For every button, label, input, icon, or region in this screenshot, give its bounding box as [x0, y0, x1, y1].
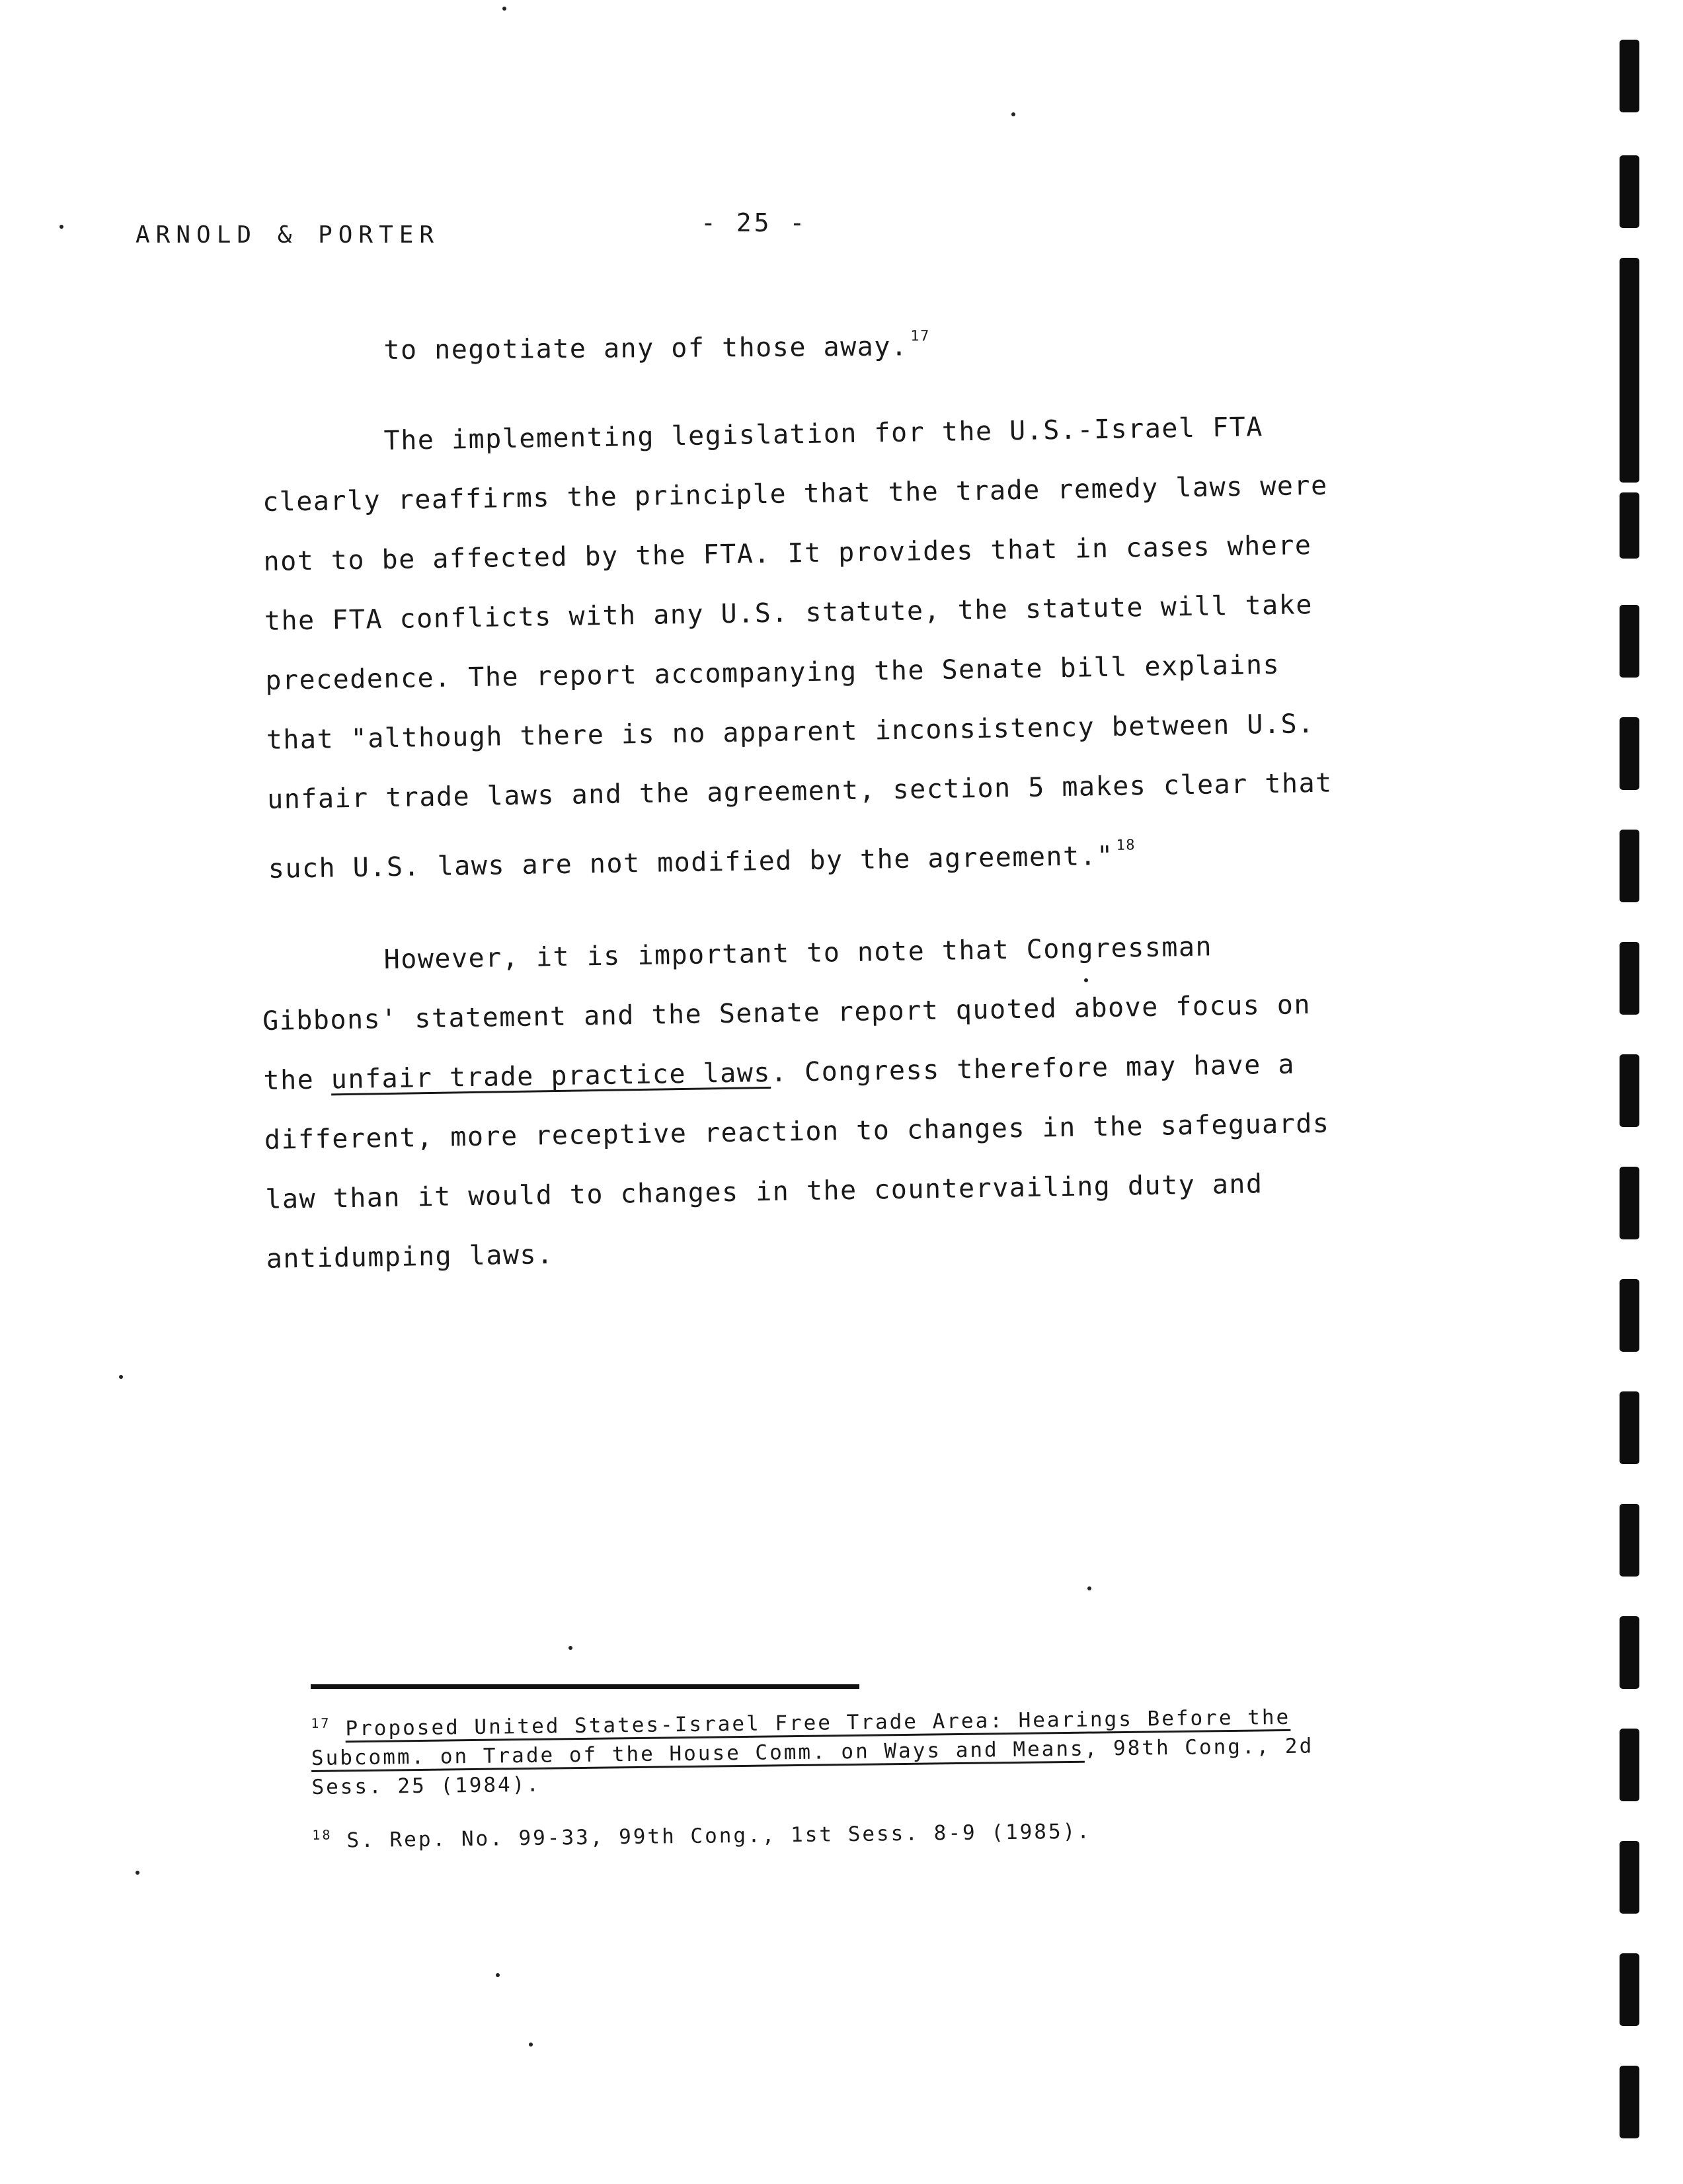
- footnote-citation: S. Rep. No. 99-33, 99th Cong., 1st Sess. 8-9 (1985).: [346, 1819, 1092, 1853]
- scan-speck: [119, 1375, 123, 1379]
- binding-mark: [1620, 1953, 1639, 2026]
- scan-speck: [59, 225, 63, 229]
- binding-mark: [1620, 1279, 1639, 1352]
- paragraph-implementing-legislation: [261, 396, 1366, 899]
- body-text: [261, 311, 1358, 1289]
- binding-mark: [1620, 258, 1639, 483]
- scan-speck: [1084, 978, 1088, 982]
- underlined-phrase: unfair trade practice laws: [331, 1057, 771, 1095]
- footnote-ref-18: 18: [1116, 837, 1136, 854]
- paragraph-text-start: However, it is important to note that Congressman Gibbons' statement and the Senate report quoted above focus on the: [262, 931, 1311, 1096]
- binding-mark: [1620, 1504, 1639, 1577]
- binding-mark: [1620, 1167, 1639, 1239]
- binding-marks: [1620, 0, 1646, 2184]
- footnote-citation-title: Proposed United States-Israel Free Trade Area: Hearings Before the Subcomm. on Trade of the House Comm. on Ways and Means: [311, 1705, 1291, 1770]
- paragraph-text-end: . Congress therefore may have a different, more receptive reaction to changes in the safeguards law than it would to changes in the countervailing duty and antidumping laws.: [264, 1049, 1330, 1274]
- footnote-18: [312, 1807, 1370, 1855]
- footnotes: [311, 1696, 1370, 1855]
- scan-speck: [136, 1871, 139, 1875]
- binding-mark: [1620, 1391, 1639, 1464]
- scan-speck: [568, 1646, 572, 1650]
- footnote-mark: 18: [312, 1826, 333, 1843]
- binding-mark: [1620, 40, 1639, 112]
- binding-mark: [1620, 1054, 1639, 1127]
- footnote-ref-17: 17: [910, 328, 930, 345]
- continued-paragraph-text: to negotiate any of those away.: [383, 331, 908, 366]
- binding-mark: [1620, 2066, 1639, 2138]
- binding-mark: [1620, 605, 1639, 678]
- scan-speck: [1087, 1586, 1091, 1590]
- paragraph-text: The implementing legislation for the U.S.-Israel FTA clearly reaffirms the principle that the trade remedy laws were not to be affected by the FTA. It provides that in cases where the FTA conflicts with any U.S. statute, the statute will take precedence. The report accompanying the Senate bill explains that "although there is no apparent inconsistency between U.S. unfair trade laws and the agreement, section 5 makes clear that such U.S. laws are not modified by the agreement.": [262, 412, 1333, 884]
- binding-mark: [1620, 492, 1639, 559]
- binding-mark: [1620, 1616, 1639, 1689]
- binding-mark: [1620, 717, 1639, 790]
- firm-letterhead: ARNOLD & PORTER: [136, 221, 440, 249]
- footnote-17: [311, 1696, 1370, 1802]
- scan-speck: [529, 2043, 533, 2047]
- paragraph-however: [261, 915, 1364, 1289]
- footnote-mark: 17: [311, 1715, 331, 1731]
- footnote-divider: [311, 1684, 859, 1689]
- scan-speck: [496, 1973, 500, 1977]
- scan-speck: [502, 7, 506, 11]
- binding-mark: [1620, 155, 1639, 228]
- footnote-citation-rest: , 98th Cong., 2d Sess. 25 (1984).: [311, 1734, 1314, 1799]
- binding-mark: [1620, 830, 1639, 902]
- scan-speck: [1011, 112, 1015, 116]
- binding-mark: [1620, 942, 1639, 1015]
- continued-paragraph: [383, 304, 1359, 380]
- binding-mark: [1620, 1841, 1639, 1914]
- page-number: - 25 -: [701, 208, 808, 237]
- binding-mark: [1620, 1729, 1639, 1801]
